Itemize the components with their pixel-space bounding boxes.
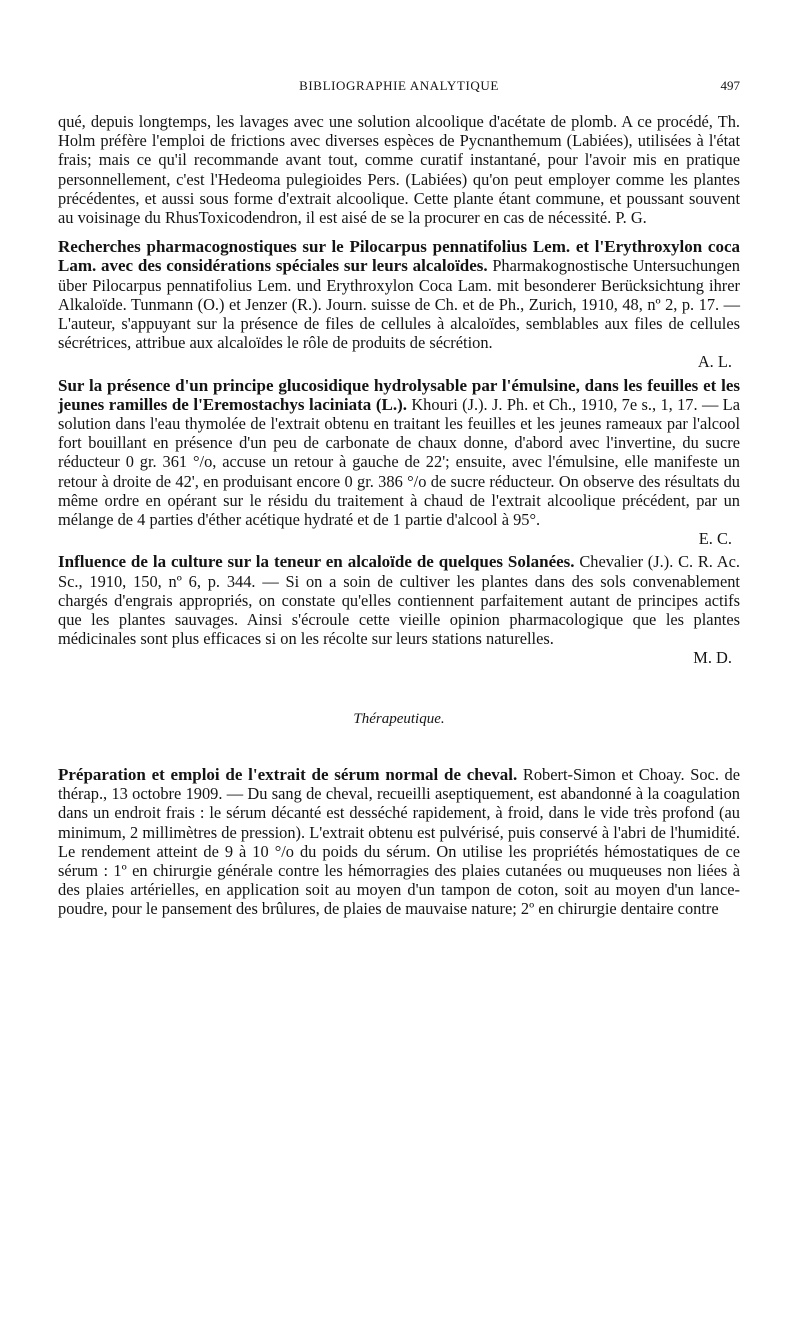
entry-serum <box>58 765 740 919</box>
entry-title: Recherches pharmacognostiques sur le Pilocarpus pennatifolius Lem. et l'Erythroxylon coca Lam. avec des considérations spéciales sur leurs alcaloïdes. <box>58 237 740 276</box>
entry-pilocarpus <box>58 237 740 371</box>
entry-body: Robert-Simon et Choay. Soc. de thérap., 13 octobre 1909. — Du sang de cheval, recueilli aseptiquement, est abandonné à la coagulation dans un endroit frais : le sérum décanté est desséché rapidement, à froid, dans le vide très profond (au minimum, 2 millimètres de pression). L'extrait obtenu est pulvérisé, puis conservé à l'abri de l'humidité. Le rendement atteint de 9 à 10 °/o du poids du sérum. On utilise les propriétés hémostatiques de ce sérum : 1º en chirurgie générale contre les hémorragies des plaies cutanées ou muqueuses non liées à des plaies artérielles, en application soit au moyen d'un tampon de coton, soit au moyen d'un lance-poudre, pour le pansement des brûlures, de plaies de mauvaise nature; 2º en chirurgie dentaire contre <box>58 764 741 919</box>
document-page <box>58 76 740 919</box>
entry-paragraph <box>58 376 740 530</box>
entry-paragraph <box>58 552 740 648</box>
entry-body: Chevalier (J.). C. R. Ac. Sc., 1910, 150, nº 6, p. 344. — Si on a soin de cultiver les plantes dans des sols convenablement chargés d'engrais appropriés, on constate qu'elles contiennent parfaitement autant de principes actifs que les plantes sauvages. Ainsi s'écroule cette vieille opinion pharmacologique que les plantes médicinales sont plus efficaces si on les récolte sur leurs stations naturelles. <box>58 552 740 649</box>
entry-body: Pharmakognostische Untersuchungen über Pilocarpus pennatifolius Lem. und Erythroxylon Coca Lam. mit besonderer Berücksichtung ihrer Alkaloïde. Tunmann (O.) et Jenzer (R.). Journ. suisse de Ch. et de Ph., Zurich, 1910, 48, nº 2, p. 17. — L'auteur, s'appuyant sur la présence de files de cellules à alcaloïdes, semblables aux files de cellules sécrétrices, attribue aux alcaloïdes le rôle de produits de sécrétion. <box>58 256 740 353</box>
entry-eremostachys <box>58 376 740 549</box>
running-title: BIBLIOGRAPHIE ANALYTIQUE <box>299 78 499 93</box>
entry-title: Préparation et emploi de l'extrait de sérum normal de cheval. <box>58 764 518 784</box>
page-number: 497 <box>720 78 740 93</box>
entry-signature: M. D. <box>693 648 732 668</box>
entry-body: Khouri (J.). J. Ph. et Ch., 1910, 7e s., 1, 17. — La solution dans l'eau thymolée de l'extrait obtenu en traitant les feuilles et les jeunes rameaux par l'alcool fort bouillant en présence d'un peu de carbonate de chaux donne, d'abord avec l'invertine, du sucre réducteur 0 gr. 361 °/o, accuse un retour à gauche de 22'; ensuite, avec l'émulsine, elle manifeste un retour à droite de 42', en produisant encore 0 gr. 386 °/o de sucre réducteur. On observe des résultats du même ordre en opérant sur le résidu du traitement à chaud de l'extrait alcoolique précédent, par un mélange de 4 parties d'éther acétique hydraté et de 1 partie d'alcool à 95°. <box>58 394 740 530</box>
entry-title: Sur la présence d'un principe glucosidique hydrolysable par l'émulsine, dans les feuilles et les jeunes ramilles de l'Eremostachys laciniata (L.). <box>58 375 740 414</box>
entry-signature: E. C. <box>698 529 732 549</box>
running-head <box>58 76 740 100</box>
entry-signature: A. L. <box>697 352 732 372</box>
entry-paragraph <box>58 765 740 919</box>
entry-title: Influence de la culture sur la teneur en alcaloïde de quelques Solanées. <box>58 552 575 572</box>
continuation-text: qué, depuis longtemps, les lavages avec une solution alcoolique d'acétate de plomb. A ce procédé, Th. Holm préfère l'emploi de frictions avec diverses espèces de Pycnanthemum (Labiées), utilisées à l'état frais; mais ce qu'il recommande avant tout, comme curatif instantané, pour l'avoir mis en pratique personnellement, c'est l'Hedeoma pulegioides Pers. (Labiées) qu'on peut employer comme les plantes précédentes, et aussi sous forme d'extrait alcoolique. Cette plante étant commune, et poussant souvent au voisinage du RhusToxicodendron, il est aisé de se la procurer en cas de nécessité. <box>58 112 740 228</box>
continuation-paragraph <box>58 112 740 227</box>
continuation-signature: P. G. <box>615 208 647 228</box>
section-heading-therapeutique: Thérapeutique. <box>353 710 445 727</box>
entry-paragraph <box>58 237 740 352</box>
entry-solanees <box>58 552 740 667</box>
